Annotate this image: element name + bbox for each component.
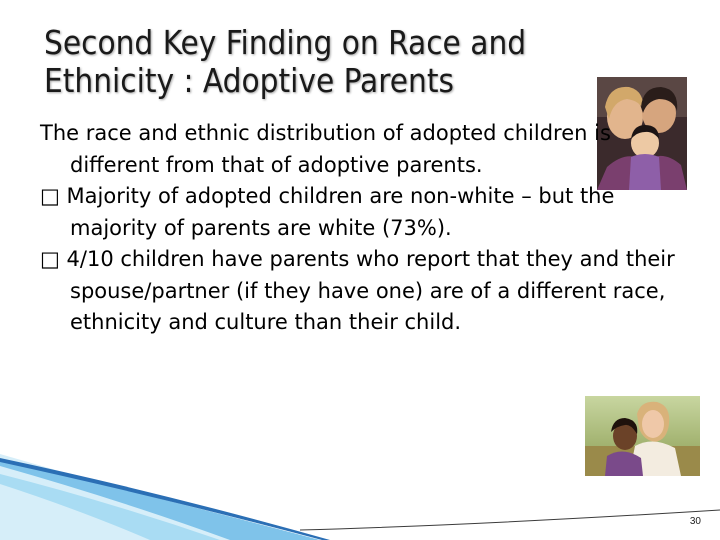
bullet-text: Majority of adopted children are non-white – but the majority of parents are white (73%). (66, 184, 615, 240)
slide-body (40, 118, 680, 339)
slide-number: 30 (689, 516, 701, 527)
title-line-2: Ethnicity : Adoptive Parents (44, 61, 454, 100)
bullet-item (40, 244, 680, 339)
square-bullet-icon: □ (40, 247, 60, 271)
decorative-wave (0, 440, 720, 540)
title-line-1: Second Key Finding on Race and (44, 23, 527, 62)
square-bullet-icon: □ (40, 184, 60, 208)
bullet-item (40, 181, 680, 244)
slide-title (44, 24, 644, 100)
bullet-text: 4/10 children have parents who report that they and their spouse/partner (if they have one) are of a different race, ethnicity and culture than their child. (66, 247, 675, 334)
intro-paragraph: The race and ethnic distribution of adopted children is different from that of adoptive parents. (40, 121, 611, 177)
